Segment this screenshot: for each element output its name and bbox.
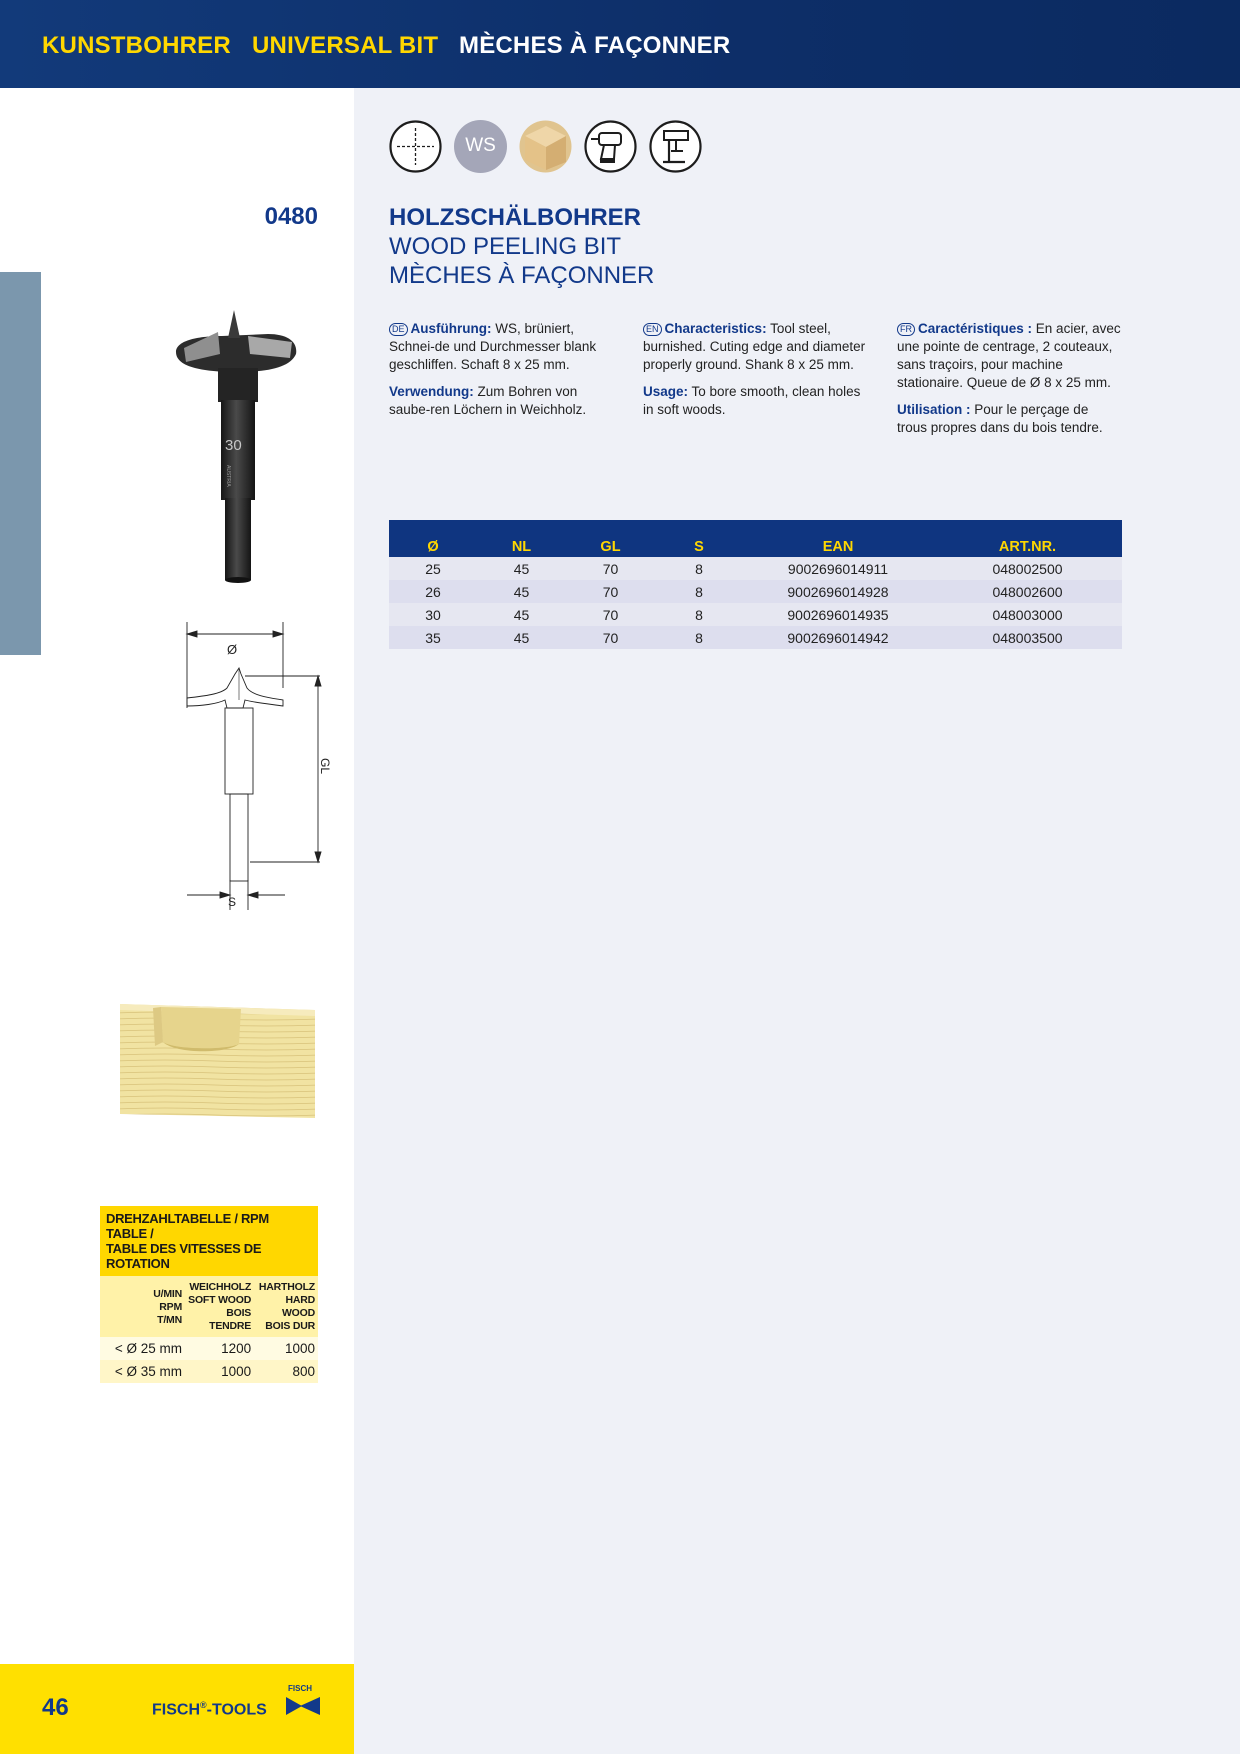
ws-material-icon xyxy=(454,120,507,173)
lang-badge-en: EN xyxy=(643,323,662,336)
centering-point-icon xyxy=(389,120,442,173)
rpm-row xyxy=(100,1360,318,1383)
char-label-fr: Caractéristiques : xyxy=(918,321,1033,336)
cell-artnr: 048002600 xyxy=(933,580,1122,603)
rpm-softwood-en: SOFT WOOD xyxy=(188,1294,252,1306)
cell-nl: 45 xyxy=(477,580,566,603)
cell-ean: 9002696014935 xyxy=(743,603,933,626)
use-text-en: To bore smooth, clean holes in soft woods. xyxy=(643,384,861,417)
rpm-table-header xyxy=(100,1276,318,1337)
rpm-title-line1: DREHZAHLTABELLE / RPM TABLE / xyxy=(106,1211,269,1241)
use-label-de: Verwendung: xyxy=(389,384,474,399)
cell-ean: 9002696014911 xyxy=(743,557,933,580)
rpm-table-title xyxy=(100,1206,318,1276)
col-header-s: S xyxy=(655,520,743,557)
page-number: 46 xyxy=(42,1694,69,1721)
diameter-label: Ø xyxy=(227,642,238,657)
wood-material-icon xyxy=(519,120,572,173)
col-header-diameter: Ø xyxy=(389,520,477,557)
col-header-nl: NL xyxy=(477,520,566,557)
hand-drill-icon xyxy=(584,120,637,173)
spec-table-header xyxy=(389,520,1122,557)
char-label-de: Ausführung: xyxy=(410,321,492,336)
cell-artnr: 048003500 xyxy=(933,626,1122,649)
page-header xyxy=(0,0,1240,88)
cell-diameter: 35 xyxy=(389,626,477,649)
product-title xyxy=(389,203,654,290)
rpm-softwood-de: WEICHHOLZ xyxy=(189,1281,252,1293)
description-de xyxy=(389,320,614,428)
col-header-ean: EAN xyxy=(743,520,933,557)
header-title-de: KUNSTBOHRER xyxy=(42,32,231,59)
rpm-table xyxy=(100,1206,318,1383)
cell-gl: 70 xyxy=(566,603,655,626)
char-text-fr: En acier, avec une pointe de centrage, 2 couteaux, sans traçoirs, pour machine stationaire. Queue de Ø 8 x 25 mm. xyxy=(897,321,1121,390)
product-title-de: HOLZSCHÄLBOHRER xyxy=(389,204,641,231)
cell-nl: 45 xyxy=(477,603,566,626)
rpm-row xyxy=(100,1337,318,1360)
fisch-logo-icon xyxy=(286,1695,322,1717)
lang-badge-de: DE xyxy=(389,323,408,336)
cell-gl: 70 xyxy=(566,580,655,603)
rpm-col-unit xyxy=(100,1276,185,1337)
page-footer xyxy=(0,1664,354,1754)
char-text-en: Tool steel, burnished. Cuting edge and diameter properly ground. Shank 8 x 25 mm. xyxy=(643,321,866,372)
cell-s: 8 xyxy=(655,557,743,580)
rpm-cell-softwood: 1000 xyxy=(185,1360,254,1383)
rpm-hardwood-de: HARTHOLZ xyxy=(258,1281,315,1293)
rpm-softwood-fr: BOIS TENDRE xyxy=(209,1307,252,1332)
description-en xyxy=(643,320,868,428)
rpm-col-hardwood xyxy=(254,1276,318,1337)
cell-s: 8 xyxy=(655,580,743,603)
product-code: 0480 xyxy=(264,203,318,230)
drill-press-icon xyxy=(649,120,702,173)
col-header-gl: GL xyxy=(566,520,655,557)
rpm-cell-hardwood: 1000 xyxy=(254,1337,318,1360)
char-label-en: Characteristics: xyxy=(664,321,767,336)
rpm-unit-fr: T/MN xyxy=(157,1313,182,1326)
product-title-fr: MÈCHES À FAÇONNER xyxy=(389,262,655,289)
logo-text: FISCH xyxy=(288,1684,312,1693)
feature-icons xyxy=(389,120,702,173)
wood-block-image xyxy=(115,998,320,1123)
cell-diameter: 26 xyxy=(389,580,477,603)
use-text-de: Zum Bohren von saube-ren Löchern in Weichholz. xyxy=(389,384,587,417)
header-title-en: UNIVERSAL BIT xyxy=(252,32,439,59)
char-text-de: WS, brüniert, Schnei-de und Durchmesser blank geschliffen. Schaft 8 x 25 mm. xyxy=(389,321,597,372)
rpm-cell-softwood: 1200 xyxy=(185,1337,254,1360)
rpm-cell-hardwood: 800 xyxy=(254,1360,318,1383)
description-fr xyxy=(897,320,1122,446)
use-label-en: Usage: xyxy=(643,384,689,399)
cell-ean: 9002696014928 xyxy=(743,580,933,603)
cell-nl: 45 xyxy=(477,626,566,649)
cell-diameter: 30 xyxy=(389,603,477,626)
table-row xyxy=(389,603,1122,626)
rpm-hardwood-en: HARD WOOD xyxy=(281,1294,315,1319)
table-row xyxy=(389,557,1122,580)
side-tab xyxy=(0,272,41,655)
rpm-hardwood-fr: BOIS DUR xyxy=(265,1320,315,1332)
rpm-cell-size: < Ø 35 mm xyxy=(100,1360,185,1383)
shank-origin-label: AUSTRIA xyxy=(225,465,231,487)
cell-ean: 9002696014942 xyxy=(743,626,933,649)
cell-nl: 45 xyxy=(477,557,566,580)
shank-size-label: 30 xyxy=(225,437,242,454)
brand-suffix: -TOOLS xyxy=(206,1701,267,1719)
rpm-cell-size: < Ø 25 mm xyxy=(100,1337,185,1360)
col-header-artnr: ART.NR. xyxy=(933,520,1122,557)
cell-s: 8 xyxy=(655,626,743,649)
use-text-fr: Pour le perçage de trous propres dans du bois tendre. xyxy=(897,402,1103,435)
spec-table xyxy=(389,520,1122,649)
rpm-title-line2: TABLE DES VITESSES DE ROTATION xyxy=(106,1241,262,1271)
lang-badge-fr: FR xyxy=(897,323,915,336)
brand-name xyxy=(152,1700,267,1719)
cell-artnr: 048003000 xyxy=(933,603,1122,626)
cell-diameter: 25 xyxy=(389,557,477,580)
gl-label: GL xyxy=(318,758,332,775)
product-title-en: WOOD PEELING BIT xyxy=(389,233,622,260)
cell-s: 8 xyxy=(655,603,743,626)
rpm-unit-en: RPM xyxy=(159,1300,182,1313)
s-label: S xyxy=(228,895,237,909)
header-title-fr: MÈCHES À FAÇONNER xyxy=(459,32,731,59)
cell-gl: 70 xyxy=(566,626,655,649)
cell-artnr: 048002500 xyxy=(933,557,1122,580)
table-row xyxy=(389,580,1122,603)
rpm-unit-de: U/MIN xyxy=(153,1287,182,1300)
rpm-col-softwood xyxy=(185,1276,254,1337)
cell-gl: 70 xyxy=(566,557,655,580)
ws-label: WS xyxy=(465,135,496,156)
table-row xyxy=(389,626,1122,649)
brand-reg: ® xyxy=(200,1700,207,1710)
dimension-diagram xyxy=(175,618,335,913)
use-label-fr: Utilisation : xyxy=(897,402,971,417)
drill-bit-image xyxy=(170,310,310,585)
brand-main: FISCH xyxy=(152,1701,200,1719)
